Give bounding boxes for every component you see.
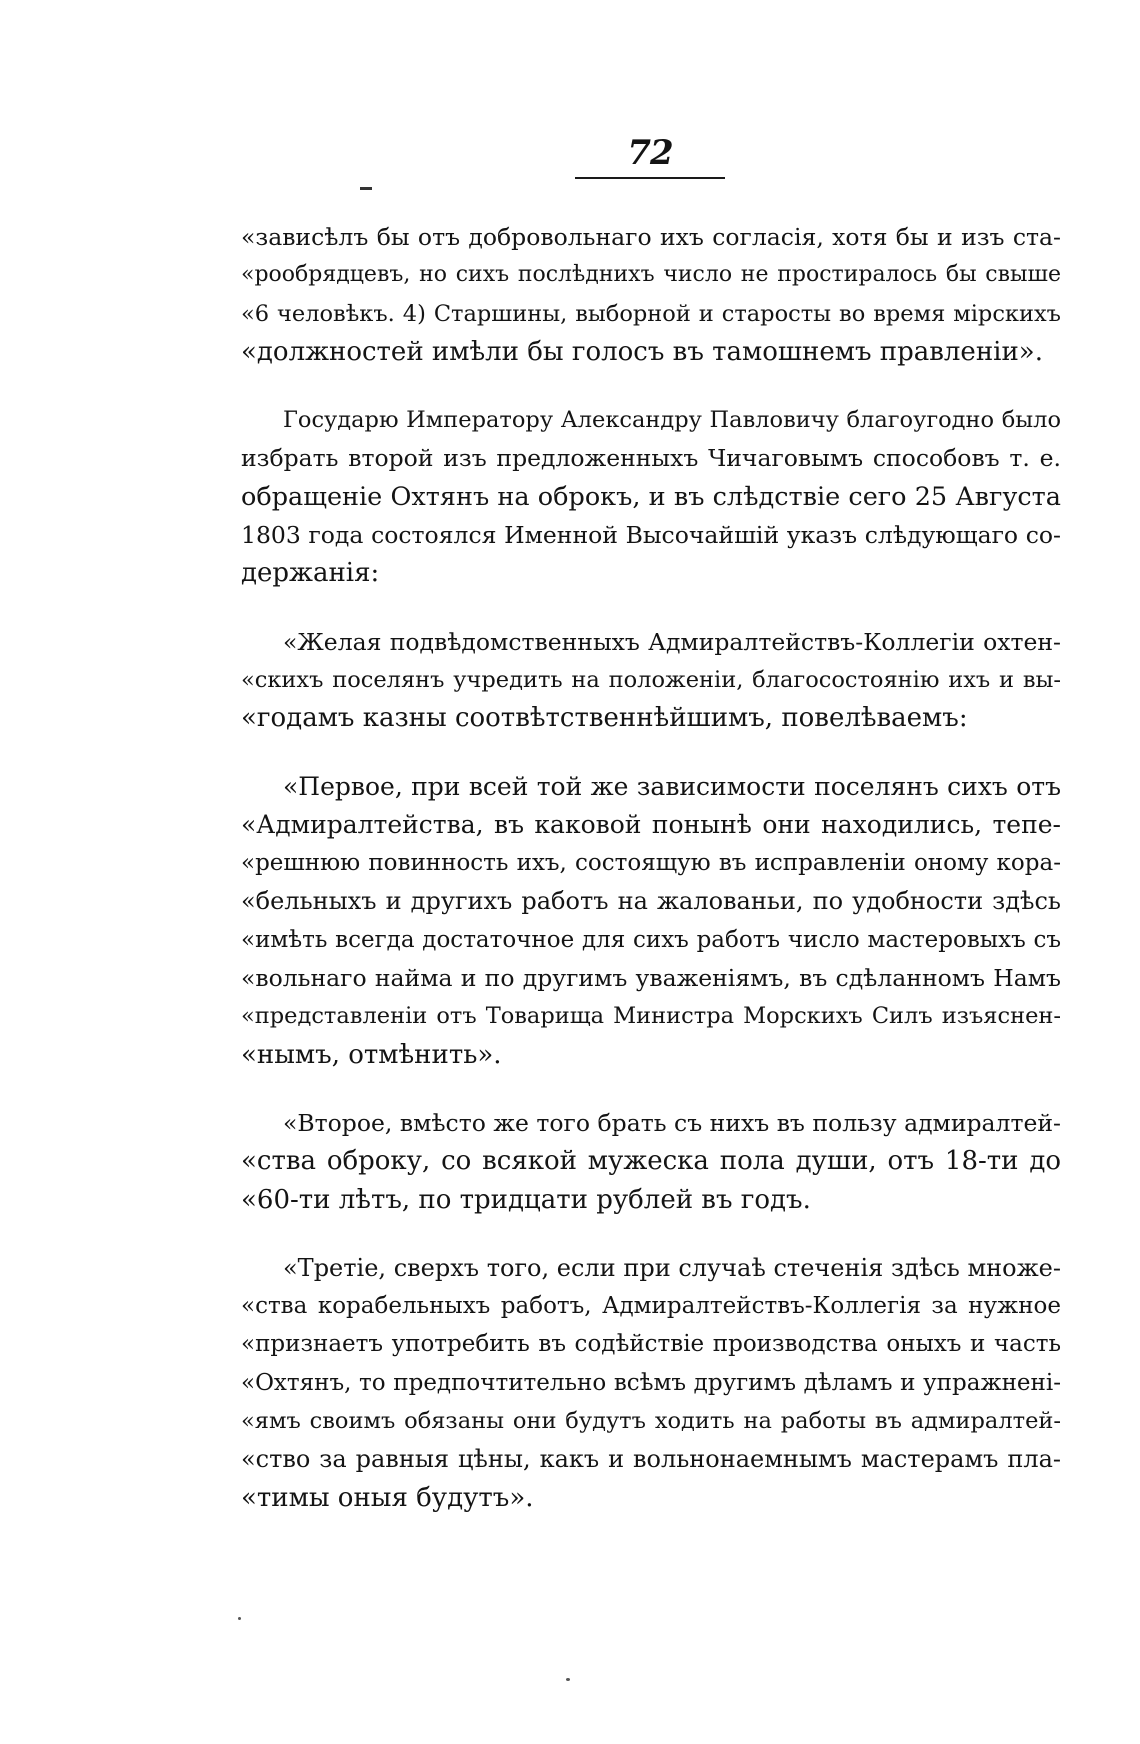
text-line: «должностей имѣли бы голосъ въ тамошнемъ правленіи». [241, 336, 1043, 367]
text-line: «Третіе, сверхъ того, если при случаѣ стеченія здѣсь множе- [283, 1253, 1061, 1282]
paragraph-3 [241, 623, 1061, 738]
text-line: «вольнаго найма и по другимъ уваженіямъ, въ сдѣланномъ Намъ [241, 964, 1061, 993]
text-line: «тимы оныя будутъ». [241, 1482, 534, 1513]
text-line: 1803 года состоялся Именной Высочайшій указъ слѣдующаго со- [241, 521, 1061, 550]
text-line: «Адмиралтейства, въ каковой понынѣ они находились, тепе- [241, 809, 1061, 839]
page-number: 72 [627, 133, 673, 173]
text-line: «Второе, вмѣсто же того брать съ нихъ въ пользу адмиралтей- [283, 1108, 1061, 1137]
text-line: Государю Императору Александру Павловичу благоугодно было [283, 407, 1061, 434]
text-line: «ства корабельныхъ работъ, Адмиралтействъ-Коллегія за нужное [241, 1293, 1061, 1320]
print-speck [566, 1678, 570, 1681]
text-line: «60-ти лѣтъ, по тридцати рублей въ годъ. [241, 1184, 811, 1215]
text-line: «имѣть всегда достаточное для сихъ работъ число мастеровыхъ съ [241, 926, 1061, 953]
page-body [241, 218, 1061, 1517]
text-line: «Желая подвѣдомственныхъ Адмиралтействъ-Коллегіи охтен- [283, 627, 1061, 656]
text-line: «Первое, при всей той же зависимости поселянъ сихъ отъ [283, 771, 1061, 801]
header-rule [575, 177, 725, 179]
text-line: «ство за равныя цѣны, какъ и вольнонаемнымъ мастерамъ пла- [241, 1445, 1061, 1474]
text-line: «рообрядцевъ, но сихъ послѣднихъ число не простиралось бы свыше [241, 262, 1061, 288]
text-line: «представленіи отъ Товарища Министра Морскихъ Силъ изъяснен- [241, 1003, 1061, 1030]
text-line: «Охтянъ, то предпочтительно всѣмъ другимъ дѣламъ и упражненi- [241, 1369, 1061, 1396]
text-line: «решнюю повинность ихъ, состоящую въ исправленіи оному кора- [241, 850, 1061, 877]
text-line: «6 человѣкъ. 4) Старшины, выборной и старосты во время мірскихъ [241, 300, 1061, 327]
text-line: «годамъ казны соотвѣтственнѣйшимъ, повелѣваемъ: [241, 703, 968, 734]
text-line: «ямъ своимъ обязаны они будутъ ходить на работы въ адмиралтей- [241, 1408, 1061, 1435]
paragraph-4 [241, 768, 1061, 1074]
text-line: «нымъ, отмѣнить». [241, 1039, 502, 1070]
paragraph-6 [241, 1249, 1061, 1517]
paragraph-2 [241, 401, 1061, 592]
paragraph-5 [241, 1104, 1061, 1219]
text-line: «ства оброку, со всякой мужеска пола души, отъ 18-ти до [241, 1146, 1061, 1177]
print-speck [238, 1617, 241, 1620]
paragraph-1 [241, 218, 1061, 371]
text-line: держанія: [241, 558, 380, 589]
text-line: избрать второй изъ предложенныхъ Чичаговымъ способовъ т. е. [241, 444, 1061, 473]
text-line: «признаетъ употребить въ содѣйствіе производства оныхъ и часть [241, 1331, 1061, 1358]
text-line: «скихъ поселянъ учредить на положеніи, благосостоянію ихъ и вы- [241, 666, 1061, 693]
text-line: обращеніе Охтянъ на оброкъ, и въ слѣдствіе сего 25 Августа [241, 481, 1061, 512]
header-mark [360, 187, 372, 190]
text-line: «бельныхъ и другихъ работъ на жалованьи, по удобности здѣсь [241, 887, 1061, 916]
text-line: «зависѣлъ бы отъ добровольнаго ихъ согласія, хотя бы и изъ ста- [241, 223, 1061, 251]
